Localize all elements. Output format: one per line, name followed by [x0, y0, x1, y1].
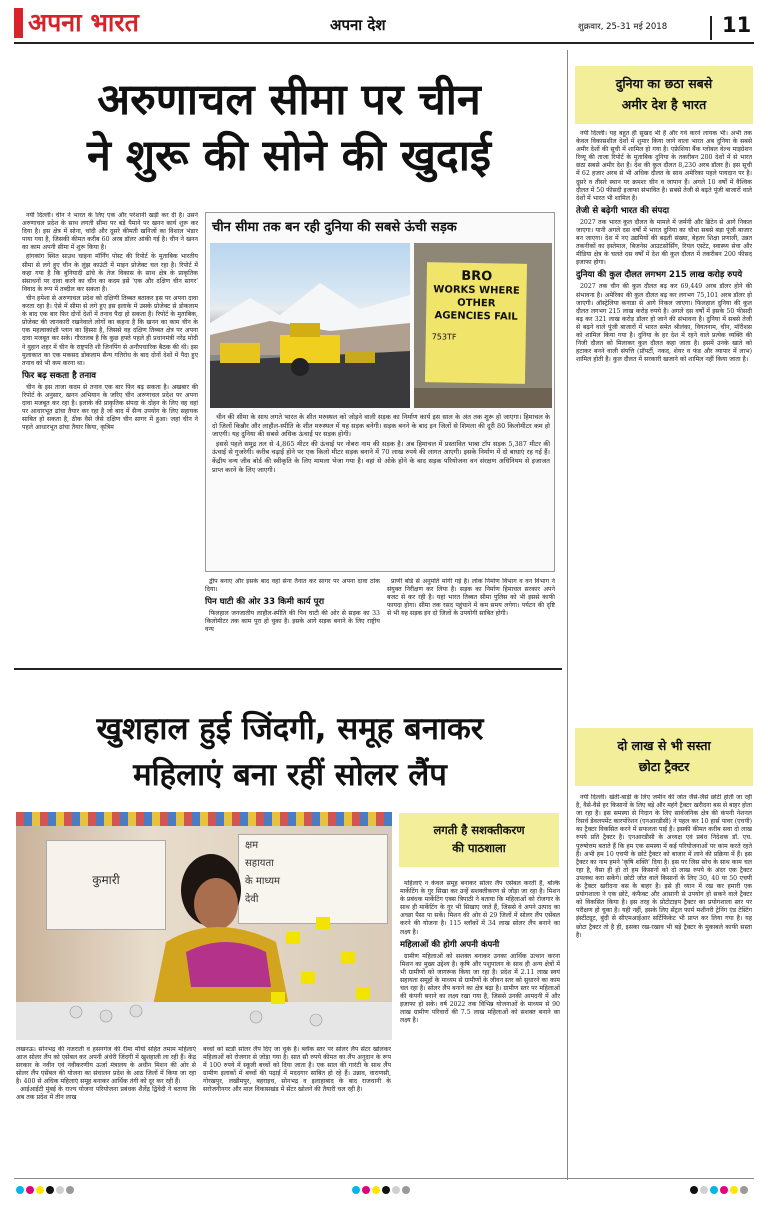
lead-bottom-col2	[205, 578, 380, 664]
solar-sign-1: कुमारी	[92, 873, 120, 887]
road-story-box	[205, 212, 555, 572]
reg-dot	[36, 1186, 44, 1194]
reg-dot	[362, 1186, 370, 1194]
reg-dot	[700, 1186, 708, 1194]
lead-bottom-col3-para: प्राणी बोर्ड से अनुमति मांगी गई है। लोक निर्माण विभाग व वन विभाग ने संयुक्त निरीक्षण कर लिया है। सड़क का निर्माण हिमाचल सरकार अपने बजट से कर रही है। यहां भारत तिब्बत सीमा पुलिस को भी इससे काफी फायदा होगा। सीमा तक रसद पहुंचाने में कम समय लगेगा। पर्यटन की दृष्टि से भी यह सड़क इन दो जिलों के उपयोगी साबित होगी।	[387, 578, 555, 618]
road-para-1: चीन की सीमा के साथ लगते भारत के शीत मरुस्थल को जोड़ने वाली सड़क का निर्माण कार्य इस साल के अंत तक शुरू हो जाएगा। हिमाचल के दो जिलों किन्नौर और लाहौल-स्पीति के शीत मरुस्थल में यह सड़क बनेगी। सड़क बनने के बाद इन जिलों से शिमला की दूरी 80 किलोमीटर कम हो जाएगी। यह दुनिया की सबसे अधिक ऊंचाई पर सड़क होगी।	[212, 413, 550, 439]
empowerment-title-line1: लगती है सशक्तीकरण	[433, 823, 525, 837]
lead-subhead: फिर बढ़ सकता है तनाव	[22, 370, 97, 381]
reg-dot	[16, 1186, 24, 1194]
rich-text	[576, 130, 752, 730]
reg-dot	[56, 1186, 64, 1194]
lead-bottom-col2-top: द्वीप बनाए और इसके बाद वहां सेना तैनात कर सागर पर अपना दावा ठोक दिया।	[205, 578, 380, 594]
tractor-title-box	[575, 728, 753, 786]
rich-title-line2: अमीर देश है भारत	[621, 97, 707, 112]
solar-sign-4: के माध्यम	[245, 876, 280, 887]
rich-title-line1: दुनिया का छठा सबसे	[615, 76, 713, 91]
solar-caption-col1	[16, 1046, 196, 1172]
solar-caption-col2	[203, 1046, 391, 1172]
tractor-para1: नयी दिल्ली। खेती-बाड़ी के लिए जमीन की जोत जैसे-जैसे छोटी होती जा रही है, वैसे-वैसे हर किसानों के लिए बड़े और महंगे ट्रैक्टर खरीदना बस से बाहर होता जा रहा है। इस समस्या से निदान के लिए सार्वजनिक क्षेत्र की कंपनी नेशनल रिसर्च डेवलपमेंट कारपोरेशन (एनआरडीसी) ने पहल कर 10 हार्स पावर (एचपी) का ट्रैक्टर विकसित करने में सफलता पाई है। इसकी कीमत करीब सवा दो लाख रुपये प्रति ट्रैक्टर है। एनआरडीसी के अध्यक्ष एवं प्रबंध निदेशक डॉ. एच. पुरुषोत्तम बताते हैं कि हम एक समस्या में कई परियोजनाओं पर काम करते रहते हैं। अभी हम 10 एचपी के छोटे ट्रैक्टर को बाजार में लाने की प्रक्रिया में हैं। इस ट्रैक्टर का नाम हमने 'कृषि शक्ति' दिया है। इस पर जिस सोच के साथ काम चल रहा है, वैसा ही हो तो हम किसानों को दो लाख रुपये के अंदर एक ट्रैक्टर उपलब्ध करा सकेंगे। छोटी जोत वाले किसानों के लिए 30, 40 या 50 एचपी के ट्रैक्टर खरीदना बस के बाहर है। इसे ही ध्यान में रख कर हमारी एक प्रयोगशाला ने एक छोटे, कंफैक्ट और आसानी से उपयोग हो सकने वाले ट्रैक्टर को विकसित किया है। इस तरह के प्रोटोटाइप ट्रैक्टर का प्रयोगशाला स्तर पर परीक्षण हो चुका है। यही नहीं, इसके लिए सेंट्रल फार्म मशीनरी ट्रेनिंग एंड टेस्टिंग इंस्टीट्यूट, बुंदी से सीएमआईआर सर्टिफिकेट भी प्राप्त कर लिया गया है। यह छोटा ट्रैक्टर तो है ही, इसका रख-रखाव भी बड़े ट्रैक्टर के मुकाबले काफी सस्ता है।	[576, 794, 752, 939]
reg-dot	[730, 1186, 738, 1194]
lead-headline-line1: अरुणाचल सीमा पर चीन	[97, 75, 481, 125]
empowerment-title-line2: की पाठशाला	[452, 841, 506, 855]
reg-dot	[720, 1186, 728, 1194]
solar-caption-para2: आईआईटी मुंबई के राज्य योजना परियोजना प्रबंधक शैलेंद्र द्विवेदी ने बताया कि अब तक प्रदेश में तीन लाख	[16, 1086, 196, 1101]
solar-lamp-photo	[16, 812, 392, 1040]
right-column-divider	[567, 50, 568, 1180]
solar-headline-line2: महिलाएं बना रहीं सोलर लैंप	[133, 757, 447, 793]
lead-bottom-rule	[14, 668, 562, 670]
pin-valley-subhead: पिन घाटी की ओर 33 किमी कार्य पूरा	[205, 597, 325, 608]
road-box-title: चीन सीमा तक बन रही दुनिया की सबसे ऊंची सड़क	[212, 220, 457, 235]
empowerment-para2: ग्रामीण महिलाओं को सशक्त बनाकर उनका आर्थिक उत्थान करना मिशन का मुख्य उद्देश्य है। कृषि और पशुपालन के साथ ही अन्य क्षेत्रों में भी ग्रामीणों को जागरूक किया जा रहा है। प्रदेश में 2.11 लाख स्वयं सहायता समूहों के माध्यम से ग्रामीणों के जीवन स्तर को सुधारने का काम चल रहा है। सोलर लैंप बनाने का क्षेत्र बढ़ा है। ग्रामीण स्तर पर महिलाओं की कंपनी बनाने का लक्ष्य रखा गया है, जिससे उनकी आमदनी में और इजाफा हो सके। वर्ष 2022 तक विभिन्न योजनाओं के माध्यम से 90 लाख ग्रामीण परिवारों की 7.5 लाख महिलाओं को सशक्त बनाने का लक्ष्य है।	[400, 952, 560, 1025]
red-bar	[14, 8, 23, 38]
solar-headline-line1: खुशहाल हुई जिंदगी, समूह बनाकर	[96, 711, 484, 747]
lead-para-1: नयी दिल्ली। चीन ने भारत के लिए एक और परेशानी खड़ी कर दी है। उसने अरुणाचल प्रदेश के साथ लगती सीमा पर बड़े पैमाने पर खनन कार्य शुरू कर दिया है। इस क्षेत्र में सोना, चांदी और दूसरे कीमती खनिजों का विशाल भंडार पाया गया है, जिसकी कीमत करीब 60 अरब डॉलर आंकी गई है। चीन ने खनन का काम अपनी सीमा में शुरू किया है।	[22, 212, 198, 252]
tractor-text	[576, 794, 752, 1174]
road-construction-photo	[210, 243, 410, 408]
reg-dot	[710, 1186, 718, 1194]
registration-marks-left	[16, 1186, 74, 1194]
rich-para2: 2027 तक भारत कुल दौलत के मामले में जर्मनी और ब्रिटेन से आगे निकल जाएगा। यानी अगले दस वर्षों में भारत दुनिया का चौथा सबसे बड़ा पूंजी बाजार बन जाएगा। देश में नए उद्यमियों की बढ़ती संख्या, बेहतर शिक्षा प्रणाली, उन्नत तकनीकों का इस्तेमाल, बिजनेस आउटसोर्सिंग, रियल एस्टेट, स्वास्थ्य सेवा और मीडिया क्षेत्र के चलते दस वर्षों में देश की कुल दौलत में तकरीबन 200 फीसद इजाफा होगा।	[576, 218, 752, 267]
rich-title-box	[575, 66, 753, 124]
bro-sign-board	[425, 262, 527, 384]
reg-dot	[372, 1186, 380, 1194]
road-photo-svg	[210, 243, 410, 408]
issue-date: शुक्रवार, 25-31 मई 2018	[578, 22, 668, 32]
footer-rule	[14, 1178, 754, 1179]
masthead	[0, 0, 768, 44]
solar-sign-2: क्षम	[245, 840, 259, 851]
reg-dot	[66, 1186, 74, 1194]
lead-headline	[24, 72, 554, 184]
lead-bottom-col1: चीन के इस ताजा कदम से तनाव एक बार फिर बढ़ सकता है। अखबार की रिपोर्ट के अनुसार, खनन अभियान के जरिए चीन अरुणाचल प्रदेश पर अपना दावा मजबूत कर रहा है। इलाके की प्राकृतिक संपदा के दोहन के लिए वह वहां पर आधारभूत ढांचा तैयार कर रहा है जो बाद में सैन्य उपयोग के लिए सहायक साबित हो सकता है, ठीक वैसे जैसे दक्षिण चीन सागर में हुआ। जहां चीन ने पहले आधारभूत ढांचा तैयार किया, कृत्रिम	[22, 383, 198, 432]
sign-ground	[414, 388, 552, 408]
lead-para-3: चीन हमेशा से अरुणाचल प्रदेश को दक्षिणी तिब्बत बताकर इस पर अपना दावा करता रहा है। ऐसे में सीमा से लगे हुए इस इलाके में उसके प्रोजेक्ट से डोकलाम के बाद एक बार फिर दोनों देशों में तनाव पैदा हो सकता है। रिपोर्ट के मुताबिक, प्रोजेक्ट की जानकारी रखनेवाले लोगों का कहना है कि खनन का काम चीन के एक महत्वाकांक्षी प्लान का हिस्सा है, जिससे वह दक्षिण तिब्बत क्षेत्र पर अपना दावा मजबूत कर सके। गौरतलब है कि कुछ हफ्ते पहले ही प्रधानमंत्री नरेंद्र मोदी ने वुहान शहर में चीन के राष्ट्रपति शी जिनपिंग से अनौपचारिक बैठक की थी। इस मुलाकात का एक मकसद डोकलाम सैन्य गतिरोध के बाद दोनों देशों में पैदा हुए तनाव को भी कम करना था।	[22, 294, 198, 367]
solar-sign-3: सहायता	[245, 858, 274, 869]
reg-dot	[26, 1186, 34, 1194]
empowerment-title-box	[399, 813, 559, 867]
reg-dot	[352, 1186, 360, 1194]
masthead-rule	[14, 42, 754, 44]
empowerment-para1: महिलाएं न केवल समूह बनाकर सोलर लैंप एसेंबल करती हैं, बल्कि मार्केटिंग के गुर सिखा कर उन्हें सशक्तीकरण से जोड़ा जा रहा है। मिशन के प्रबंधक मार्केटिंग एक्स त्रिपाठी ने बताया कि महिलाओं को रोजगार के साथ ही मार्केटिंग के गुर भी सिखाए जाते हैं, जिससे वे अपने उत्पाद का अच्छा पैसा पा सकें। मिशन की ओर से 29 जिलों में सोलर लैंप एसेंबल करने की योजना है। 115 ब्लॉकों में 34 लाख सोलर लैंप बनाने का लक्ष्य है।	[400, 880, 560, 936]
bro-sign-code: 753TF	[431, 332, 457, 342]
tractor-title-line2: छोटा ट्रैक्टर	[638, 759, 690, 774]
women-company-subhead: महिलाओं की होगी अपनी कंपनी	[400, 939, 500, 950]
registration-marks-right	[690, 1186, 748, 1194]
masthead-logo: अपना भारत	[28, 8, 139, 37]
bro-sign-line1: BRO	[461, 268, 493, 285]
page-number: 11	[722, 13, 752, 37]
rich-subhead-2: दुनिया की कुल दौलत लगभग 215 लाख करोड़ रुपये	[576, 270, 743, 281]
reg-dot	[382, 1186, 390, 1194]
registration-marks-center	[352, 1186, 410, 1194]
rich-para3: 2027 तक चीन की कुल दौलत बढ़ कर 69,449 अरब डॉलर होने की संभावना है। अमेरिका की कुल दौलत बढ़ कर लगभग 75,101 अरब डॉलर हो जाएगी। ऑस्ट्रेलिया कनाडा से आगे निकल जाएगा। फिलहाल दुनिया की कुल दौलत लगभग 215 लाख करोड़ रुपये है। अगले दस वर्षों में इसके 50 फीसदी बढ़ कर 321 लाख करोड़ डॉलर हो जाने की संभावना है। दुनिया में सबसे तेजी से बढ़ने वाले पूंजी बाजारों में भारत समेत श्रीलंका, वियतनाम, चीन, मॉरीशस को शामिल किया गया है। दुनिया के हर देश में रहने वाले प्रत्येक व्यक्ति की निजी दौलत को मिलाकर कुल दौलत कहा जाता है। इसमें उनके खाते को हटाकर बनने वाली संपत्ति (प्रॉपर्टी, नकद, शेयर व फंड और व्यापार में लाभ) शामिल होती है। कुल दौलत में सरकारी खजाने को शामिल नहीं किया जाता है।	[576, 283, 752, 364]
reg-dot	[740, 1186, 748, 1194]
bro-sign-line3: AGENCIES FAIL	[434, 310, 518, 323]
solar-caption-para1: लखनऊ। सोनभद्र की नजराती व हसनगंज की रीमा मौर्या सहित तमाम महिलाएं आज सोलर लैंप को एसेंबल कर अपनी अंधेरी जिंदगी में खुशहाली ला रही हैं। केंद्र सरकार के नवीन एवं नवीकरणीय ऊर्जा मंत्रालय के अधीन मिशन की ओर से सोलर लैंप एसेंबल की योजना का संचालन प्रदेश के आठ जिलों में किया जा रहा है। 400 से अधिक महिलाएं समूह बनाकर आर्थिक तंगी को दूर कर रही हैं।	[16, 1046, 196, 1085]
bro-sign-line2: WORKS WHERE OTHER	[433, 284, 520, 310]
reg-dot	[46, 1186, 54, 1194]
section-title: अपना देश	[330, 16, 386, 34]
lead-headline-line2: ने शुरू की सोने की खुदाई	[86, 131, 492, 181]
solar-headline	[20, 706, 560, 798]
rich-para1: नयी दिल्ली। यह बहुत ही सुखद भी है और गर्व करने लायक भी। अभी तक केवल विकासशील देशों में शुमार किया जाने वाला भारत अब दुनिया के सबसे अमीर देशों की सूची में शामिल हो गया है। एफ्रेशिया बैंक ग्लोबल वेल्थ माइग्रेशन रिव्यू की ताजा रिपोर्ट के मुताबिक दुनिया के तकरीबन 200 देशों में से भारत छठा सबसे अमीर देश है। देश की कुल दौलत 8,230 अरब डॉलर है। इस सूची में 62 हजार अरब से भी अधिक दौलत के साथ अमेरिका पहले पायदान पर है। दूसरे व तीसरे स्थान पर क्रमशः चीन व जापान हैं। अगले 10 वर्षों में वैश्विक दौलत में 50 फीसदी इजाफा संभावित है। सबसे तेजी से बढ़ते पूंजी बाजारों वाले देशों में भारत भी शामिल है।	[576, 130, 752, 202]
lead-para-2: हांगकांग स्थित साउथ चाइना मॉर्निंग पोस्ट की रिपोर्ट के मुताबिक भारतीय सीमा से लगे हुए चीन के लुंझ काउंटी में माइन प्रोजेक्ट चल रहा है। रिपोर्ट में कहा गया है कि बुनियादी ढांचे के तेज विकास के साथ क्षेत्र के प्राकृतिक संसाधनों पर दावा करने का चीन का कदम इसे 'एक और दक्षिण चीन सागर' विवाद के रूप में तब्दील कर सकता है।	[22, 253, 198, 293]
reg-dot	[402, 1186, 410, 1194]
rich-subhead-1: तेजी से बढ़ेगी भारत की संपदा	[576, 205, 670, 216]
lead-bottom-col2-para: फिलहाल जनजातीय लाहौल-स्पीति की पिन घाटी की ओर से सड़क का 33 किलोमीटर तक काम पूरा हो चुका है। इसके आगे सड़क बनाने के लिए राष्ट्रीय वन्य	[205, 610, 380, 634]
solar-sign-5: देवी	[245, 894, 259, 905]
bro-sign-photo	[414, 243, 552, 408]
lead-column-1	[22, 212, 198, 602]
empowerment-text	[400, 880, 560, 1172]
solar-photo-svg	[16, 812, 392, 1040]
date-divider	[710, 16, 712, 40]
reg-dot	[392, 1186, 400, 1194]
solar-caption-para3: बच्चों को स्टडी सोलर लैंप दिए जा चुके हैं। ब्लॉक स्तर पर सोलर लैंप सेंटर खोलकर महिलाओं को रोजगार से जोड़ा गया है। सात सौ रुपये कीमत का लैंप अनुदान के रूप में 100 रुपये में स्कूली बच्चों को दिया जाता है। एक साल की गारंटी के साथ लैंप ग्रामीण इलाकों में बच्चों की पढ़ाई में मददगार साबित हो रहे हैं। उन्नाव, वाराणसी, गोरखपुर, लखीमपुर, बहराइच, सोनभद्र व इलाहाबाद के बाद राजधानी के सरोजनीनगर और माल विकासखंड में सेंटर खोलने की तैयारी चल रही है।	[203, 1046, 391, 1093]
reg-dot	[690, 1186, 698, 1194]
tractor-title-line1: दो लाख से भी सस्ता	[617, 738, 711, 753]
road-para-2: इससे पहले समुद्र तल से 4,865 मीटर की ऊंचाई पर नोबरा नाम की सड़क है। अब हिमाचल में प्रस्तावित भाबा टॉप सड़क 5,387 मीटर की ऊंचाई से गुजरेगी। करीब चढ़ाई होने पर एक किलो मीटर सड़क बनाने में 70 लाख रुपये की लागत आएगी। इसके निर्माण में दो बाधाएं रह गई हैं। केंद्रीय वन्य जीव बोर्ड की स्वीकृति के लिए मामला भेजा गया है। वहां से ओके होने के बाद सड़क परियोजना वन संरक्षण अधिनियम से इजाजत प्राप्त करने के लिए जाएगी।	[212, 439, 550, 474]
lead-bottom-col3	[387, 578, 555, 664]
road-text	[212, 413, 550, 568]
